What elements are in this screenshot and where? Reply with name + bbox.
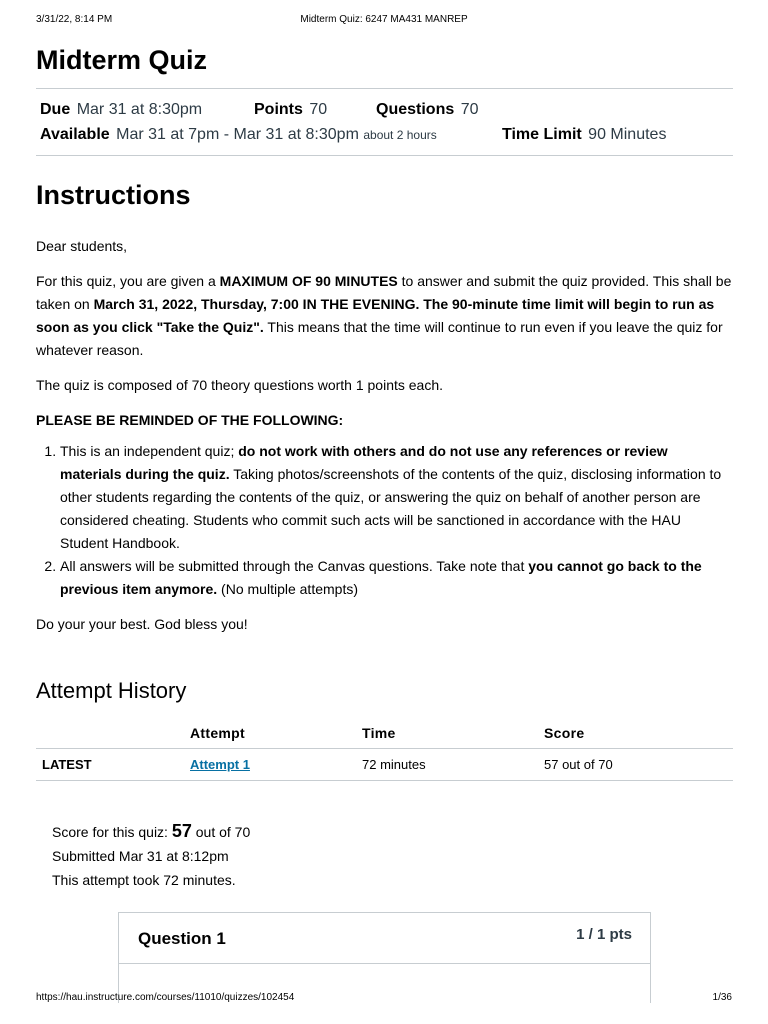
question-points: 1 / 1 pts — [576, 926, 632, 943]
reminder-heading: PLEASE BE REMINDED OF THE FOLLOWING: — [36, 412, 344, 428]
closing-text: Do your your best. God bless you! — [36, 616, 248, 632]
main-content — [36, 36, 733, 892]
attempt-link[interactable]: Attempt 1 — [190, 757, 250, 772]
attempt-history-table — [36, 718, 733, 781]
attempt-score: 57 out of 70 — [538, 749, 733, 781]
score-value: 57 — [171, 821, 192, 841]
print-footer — [0, 992, 768, 1006]
time-limit-label: Time Limit — [502, 126, 582, 143]
available-value: Mar 31 at 7pm - Mar 31 at 8:30pm — [116, 126, 359, 143]
available-duration: about 2 hours — [363, 128, 437, 142]
attempt-time: 72 minutes — [356, 749, 538, 781]
page-title: Midterm Quiz — [36, 45, 208, 75]
due-value: Mar 31 at 8:30pm — [76, 101, 203, 118]
questions-label: Questions — [376, 101, 455, 118]
print-datetime: 3/31/22, 8:14 PM — [36, 14, 113, 25]
questions-value: 70 — [460, 101, 479, 118]
print-page-title: Midterm Quiz: 6247 MA431 MANREP — [300, 14, 468, 25]
attempt-status: LATEST — [36, 749, 184, 781]
composition-text: The quiz is composed of 70 theory questions worth 1 points each. — [36, 377, 444, 393]
reminder-item: 1. This is an independent quiz; do not work with others and do not use any references or review materials during the quiz. Taking photos/screenshots of the contents of the quiz, disclosing information to other students regarding the contents of the quiz, or answering the quiz on behalf of another person are considered cheating. Students who commit such acts will be sanctioned in accordance with the HAU Student Handbook. — [60, 440, 733, 555]
column-header-score: Score — [538, 718, 733, 749]
quiz-details — [36, 89, 733, 155]
attempt-history-heading: Attempt History — [36, 678, 187, 703]
column-header-time: Time — [356, 718, 538, 749]
instructions-paragraph: For this quiz, you are given a MAXIMUM OF 90 MINUTES to answer and submit the quiz provided. This shall be taken on March 31, 2022, Thursday, 7:00 IN THE EVENING. The 90-minute time limit will begin to run as soon as you click "Take the Quiz". This means that the time will continue to run even if you leave the quiz for whatever reason. — [36, 273, 732, 358]
question-header — [119, 913, 650, 964]
points-value: 70 — [309, 101, 328, 118]
reminder-list — [36, 440, 733, 601]
table-row — [36, 749, 733, 781]
table-header-row — [36, 718, 733, 749]
instructions-body — [36, 235, 733, 636]
question-card — [118, 912, 651, 1003]
attempt-duration-text: This attempt took 72 minutes. — [52, 872, 236, 888]
reminder-item: 2. All answers will be submitted through the Canvas questions. Take note that you cannot go back to the previous item anymore. (No multiple attempts) — [60, 555, 733, 601]
available-label: Available — [40, 126, 110, 143]
instructions-heading: Instructions — [36, 180, 191, 210]
due-label: Due — [40, 101, 71, 118]
question-title: Question 1 — [138, 929, 226, 948]
score-summary — [52, 819, 733, 892]
points-label: Points — [254, 101, 303, 118]
column-header — [36, 718, 184, 749]
print-url: https://hau.instructure.com/courses/11010/quizzes/102454 — [36, 992, 295, 1003]
score-line: Score for this quiz: 57 out of 70 — [52, 821, 251, 841]
submitted-text: Submitted Mar 31 at 8:12pm — [52, 848, 229, 864]
print-page-number: 1/36 — [712, 992, 732, 1003]
print-header — [0, 14, 768, 28]
time-limit-value: 90 Minutes — [588, 126, 667, 143]
column-header-attempt: Attempt — [184, 718, 356, 749]
greeting-text: Dear students, — [36, 238, 128, 254]
